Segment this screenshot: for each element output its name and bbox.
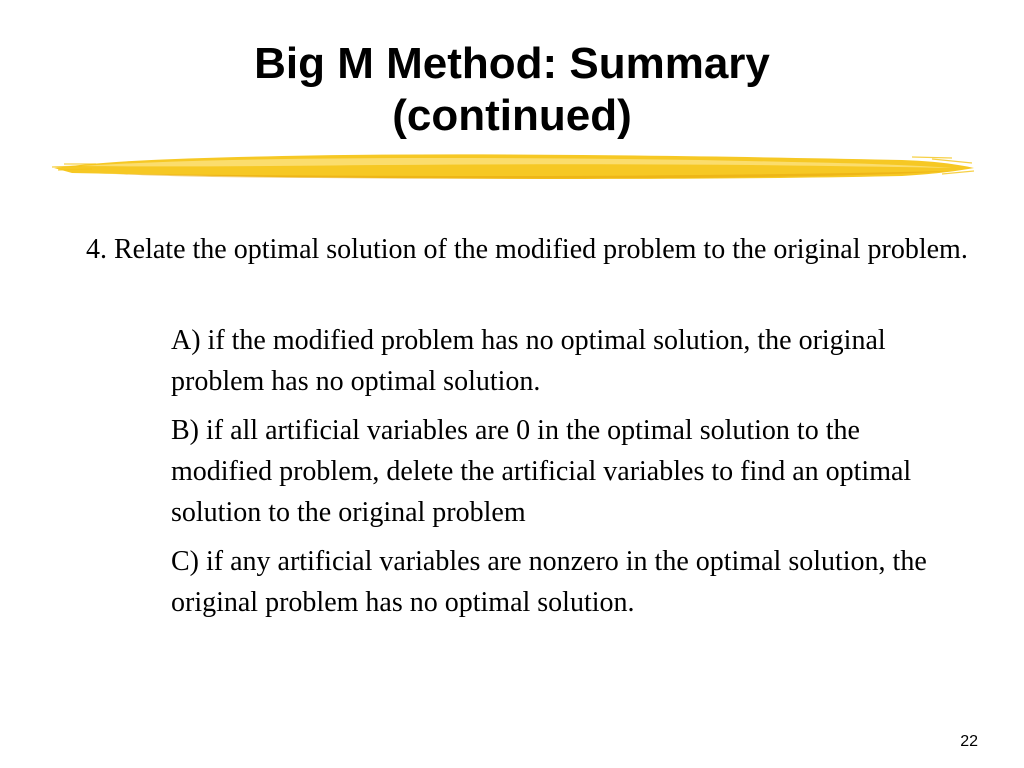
step-4-subitem-a: A) if the modified problem has no optimal solution, the original problem has no optimal solution. <box>171 325 886 397</box>
step-4-text: 4. Relate the optimal solution of the modified problem to the original problem. <box>86 234 968 265</box>
title-line-1: Big M Method: Summary <box>254 39 770 88</box>
title-line-2: (continued) <box>392 91 632 140</box>
title-underline-brushstroke <box>52 146 976 186</box>
slide-title <box>0 38 1024 142</box>
page-number: 22 <box>960 733 978 750</box>
step-4-subitem-c: C) if any artificial variables are nonzero in the optimal solution, the original problem has no optimal solution. <box>171 546 927 618</box>
step-4-subitem-b: B) if all artificial variables are 0 in the optimal solution to the modified problem, delete the artificial variables to find an optimal solution to the original problem <box>171 415 912 528</box>
